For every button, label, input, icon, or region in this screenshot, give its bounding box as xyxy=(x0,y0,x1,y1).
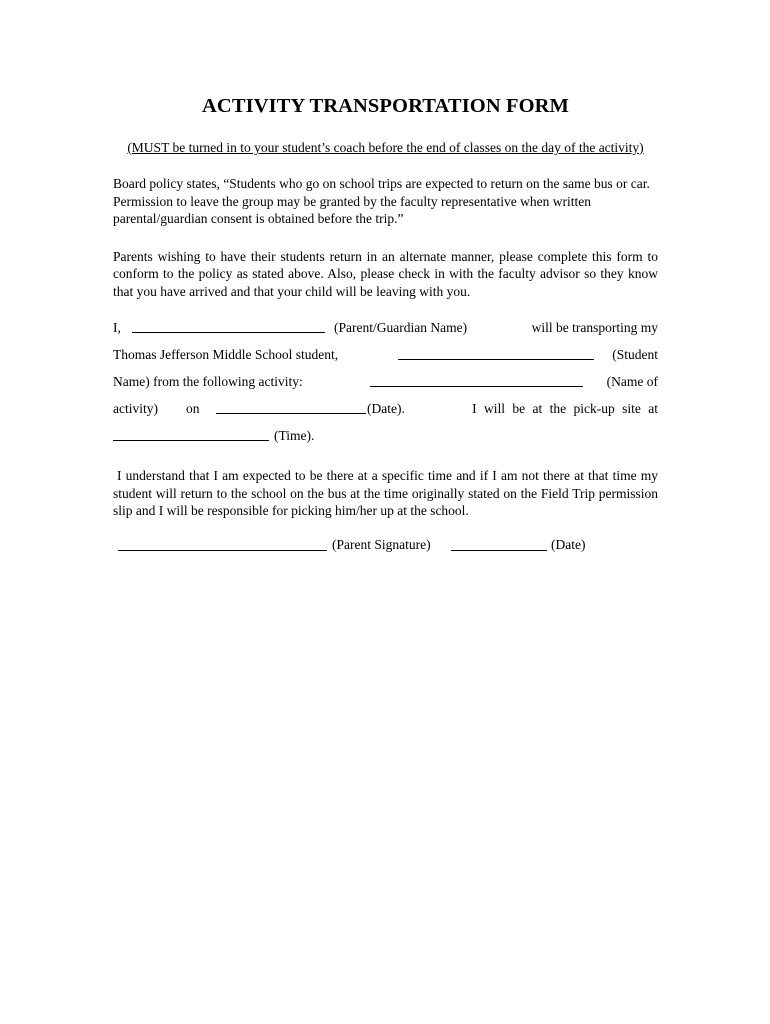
activity-name-field[interactable] xyxy=(370,373,583,387)
parents-paragraph: Parents wishing to have their students return in an alternate manner, please complete this form to conform to the policy as stated above. Also, please check in with the faculty advisor so they know that you have arrived and that your child will be leaving with you. xyxy=(113,248,658,299)
line1-suffix: will be transporting my xyxy=(531,320,658,335)
time-label: (Time). xyxy=(274,428,315,443)
activity-name-label: (Name of xyxy=(606,374,658,389)
line1-prefix: I, xyxy=(113,320,121,335)
date-label: (Date). xyxy=(367,401,405,416)
guardian-name-label: (Parent/Guardian Name) xyxy=(334,320,468,335)
time-field[interactable] xyxy=(113,427,269,441)
guardian-name-field[interactable] xyxy=(132,319,325,333)
signature-line xyxy=(113,537,658,554)
signature-date-label: (Date) xyxy=(551,536,586,552)
student-name-label: (Student xyxy=(612,347,658,362)
parent-signature-field[interactable] xyxy=(118,537,327,551)
date-line xyxy=(113,400,658,417)
form-content xyxy=(113,92,658,554)
parent-signature-label: (Parent Signature) xyxy=(332,536,431,552)
line2-prefix: Thomas Jefferson Middle School student, xyxy=(113,347,339,362)
time-line xyxy=(113,427,658,444)
student-name-field[interactable] xyxy=(398,346,594,360)
line4-on-word: on xyxy=(186,401,200,416)
signature-date-field[interactable] xyxy=(451,537,547,551)
policy-paragraph: Board policy states, “Students who go on school trips are expected to return on the same bus or car. Permission to leave the group may be granted by the faculty representative when written parental/guardian consent is obtained before the trip.” xyxy=(113,176,650,226)
line4-suffix: I will be at the pick-up site at xyxy=(472,401,658,416)
form-subtitle: (MUST be turned in to your student’s coach before the end of classes on the day of the activity) xyxy=(127,140,644,155)
activity-line xyxy=(113,373,658,390)
date-field[interactable] xyxy=(216,400,366,414)
line3-prefix: Name) from the following activity: xyxy=(113,374,303,389)
form-title: ACTIVITY TRANSPORTATION FORM xyxy=(202,95,569,117)
student-line xyxy=(113,346,658,363)
line4-prefix: activity) xyxy=(113,401,158,416)
understand-paragraph: I understand that I am expected to be there at a specific time and if I am not there at that time my student will return to the school on the bus at the time originally stated on the Field Trip permission slip and I will be responsible for picking him/her up at the school. xyxy=(113,468,658,518)
guardian-line xyxy=(113,319,658,336)
